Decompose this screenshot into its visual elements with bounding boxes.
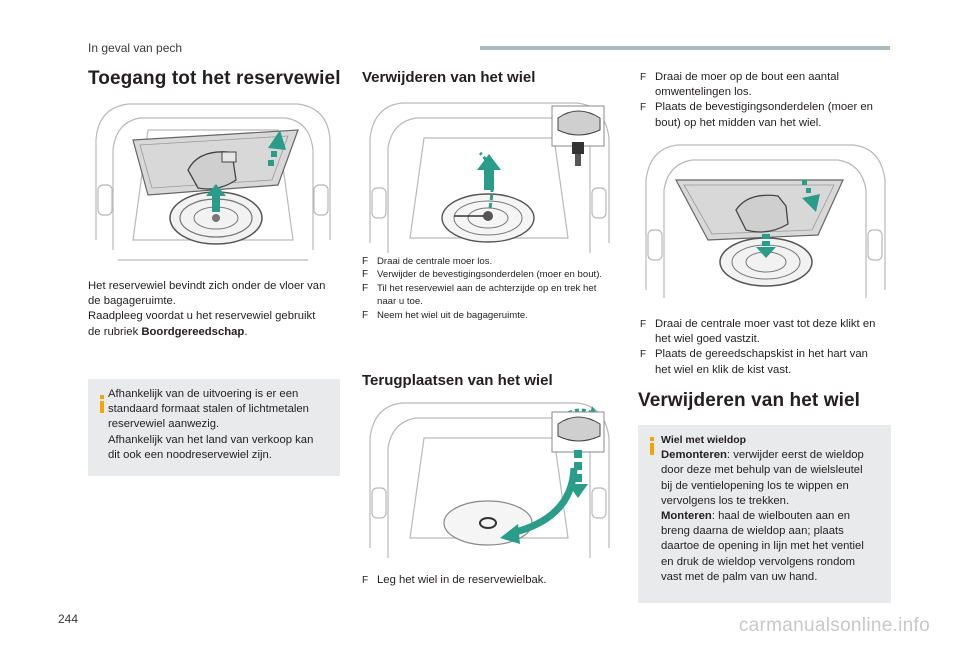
bullet-icon: F [640, 102, 647, 114]
mont-line: daartoe de opening in lijn met het ventiel [661, 540, 864, 553]
bullet-icon: F [640, 72, 647, 83]
step-text: bout) op het midden van het wiel. [655, 116, 822, 129]
step-item-continued [640, 363, 900, 378]
step-item [640, 317, 900, 332]
step-text: Verwijder de bevestigingsonderdelen (moer en bout). [377, 269, 603, 281]
intro-line: de bagageruimte. [88, 295, 176, 308]
step-text: Draai de moer op de bout een aantal [655, 71, 840, 83]
info-line: standaard formaat stalen of lichtmetalen [108, 403, 309, 416]
header-rule [480, 46, 890, 50]
mont-label: Monteren [661, 510, 712, 523]
intro-paragraph [88, 279, 343, 340]
info-line: Afhankelijk van de uitvoering is er een [108, 388, 299, 400]
step-text: Leg het wiel in de reservewielbak. [377, 574, 547, 586]
step-item [640, 70, 900, 85]
mont-line: en druk de wieldop vervolgens rondom [661, 555, 856, 568]
step-text: Draai de centrale moer vast tot deze klikt en [655, 318, 876, 330]
link-boordgereedschap: Boordgereedschap [141, 325, 245, 338]
intro-line: Raadpleeg voordat u het reservewiel gebruikt [88, 310, 316, 323]
mont-line [661, 509, 887, 524]
info-box-wheel-types [88, 379, 340, 476]
mont-line: vast met de palm van uw hand. [661, 570, 818, 583]
demont-text: : verwijder eerst de wieldop [726, 449, 864, 462]
step-item [362, 282, 627, 295]
hubcap-text [661, 433, 887, 585]
info-line: Afhankelijk van het land van verkoop kan [108, 433, 314, 446]
hubcap-heading: Wiel met wieldop [661, 434, 747, 446]
demont-line: door deze met behulp van de wielsleutel [661, 464, 863, 477]
intro-line: Het reservewiel bevindt zich onder de vloer van [88, 280, 326, 292]
intro-text: de rubriek [88, 325, 142, 338]
watermark: carmanualsonline.info [738, 615, 930, 636]
demont-line: vervolgens los te trekken. [661, 494, 790, 507]
step-text: Til het reservewiel aan de achterzijde op en trek het [377, 282, 597, 294]
info-icon [100, 395, 104, 413]
intro-line [88, 325, 343, 340]
info-line: reservewiel aanwezig. [108, 418, 220, 431]
section-header: In geval van pech [88, 41, 183, 55]
step-item [362, 255, 627, 268]
steps-screw-nut [640, 70, 900, 131]
demont-line: bij de ventielopening los te wippen en [661, 479, 849, 492]
step-item-continued [362, 295, 627, 308]
step-item [640, 100, 900, 115]
step-text: Plaats de bevestigingsonderdelen (moer en [655, 101, 873, 114]
step-text: Neem het wiel uit de bagageruimte. [377, 309, 528, 321]
illustration-fit-toolbox [638, 140, 893, 298]
bullet-icon: F [362, 575, 369, 586]
bullet-icon: F [640, 349, 647, 361]
mont-line: breng daarna de wieldop aan; plaats [661, 525, 844, 538]
bullet-icon: F [362, 282, 369, 294]
step-text: het wiel en klik de kist vast. [655, 363, 792, 376]
title-replace-wheel: Terugplaatsen van het wiel [362, 372, 553, 389]
info-text [108, 387, 336, 463]
demont-label: Demonteren [661, 449, 727, 462]
illustration-trunk-spare-wheel [88, 100, 338, 265]
step-item [640, 347, 900, 362]
step-text: het wiel goed vastzit. [655, 333, 760, 346]
step-item-continued [640, 116, 900, 131]
bullet-icon: F [362, 309, 369, 321]
step-text: Draai de centrale moer los. [377, 256, 493, 267]
steps-replace-wheel [362, 573, 622, 588]
info-icon [650, 437, 654, 455]
bullet-icon: F [362, 269, 369, 281]
step-item-continued [640, 85, 900, 100]
page-number: 244 [58, 612, 79, 626]
demont-line [661, 448, 887, 463]
steps-remove-wheel [362, 255, 627, 322]
illustration-remove-wheel [362, 98, 617, 258]
mont-text: : haal de wielbouten aan en [711, 510, 851, 523]
intro-period: . [244, 325, 248, 338]
step-item [362, 573, 622, 588]
step-text: naar u toe. [377, 296, 423, 308]
bullet-icon: F [362, 256, 369, 267]
steps-tighten [640, 317, 900, 378]
step-text: omwentelingen los. [655, 86, 752, 99]
illustration-replace-wheel [362, 398, 617, 563]
info-line: dit ook een noodreservewiel zijn. [108, 448, 272, 461]
title-remove-wheel: Verwijderen van het wiel [362, 69, 536, 86]
step-item-continued [640, 332, 900, 347]
bullet-icon: F [640, 319, 647, 330]
step-item [362, 309, 627, 322]
title-access-spare-wheel: Toegang tot het reservewiel [88, 68, 341, 89]
step-text: Plaats de gereedschapskist in het hart van [655, 348, 868, 361]
step-item [362, 268, 627, 281]
title-remove-wheel-hubcap: Verwijderen van het wiel [638, 390, 861, 411]
info-box-hubcap [638, 425, 891, 603]
